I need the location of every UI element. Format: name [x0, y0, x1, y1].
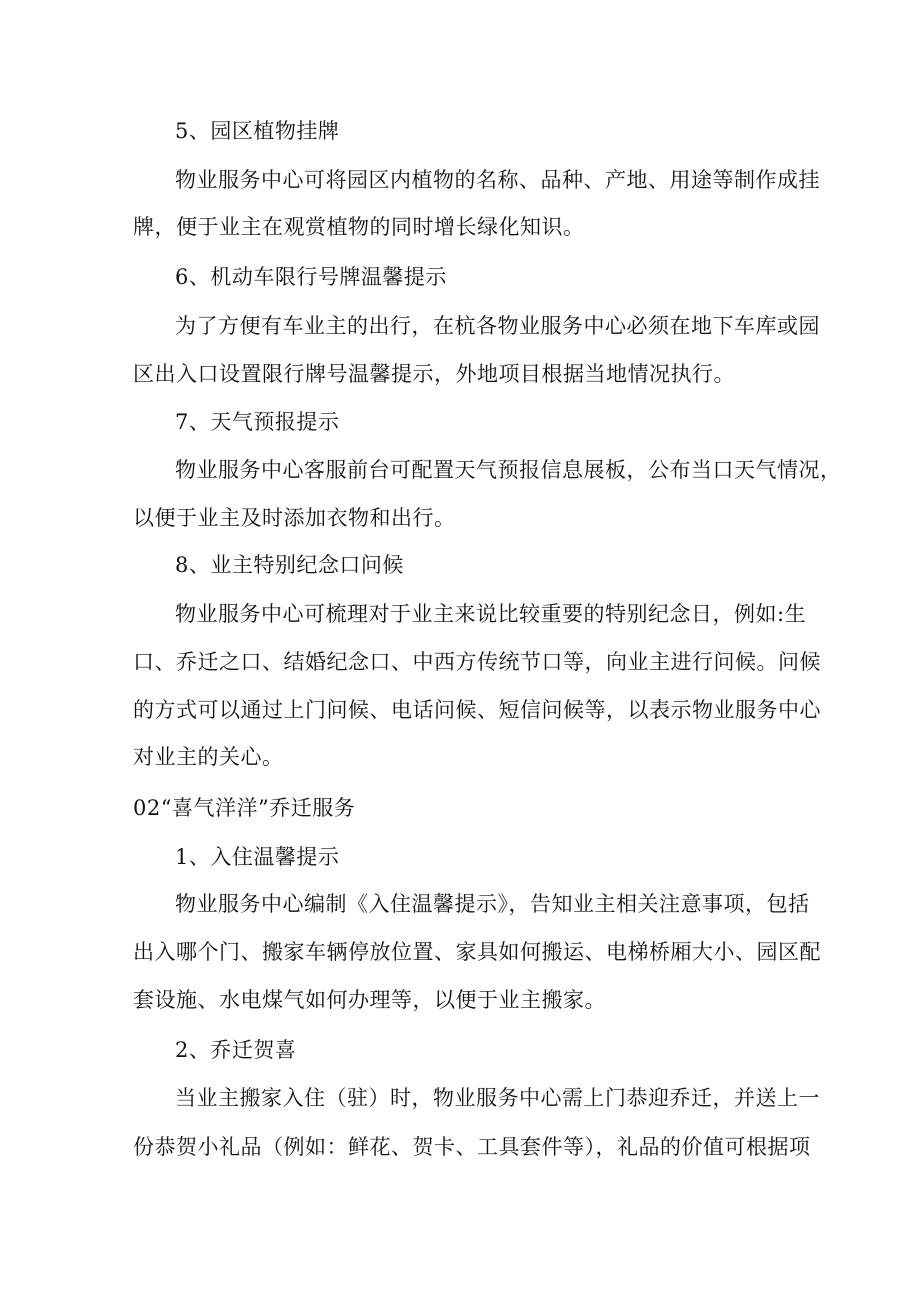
section-item-1-heading: 1、入住温馨提示: [175, 845, 340, 869]
section-item-1-paragraph-line: 出入哪个门、搬家车辆停放位置、家具如何搬运、电梯桥厢大小、园区配: [133, 940, 821, 964]
item-6-paragraph-line: 区出入口设置限行牌号温馨提示，外地项目根据当地情况执行。: [133, 362, 735, 386]
item-7-paragraph-line: 以便于业主及时添加衣物和出行。: [133, 506, 456, 530]
item-7-heading: 7、天气预报提示: [175, 410, 340, 434]
item-5-paragraph-line: 牌，便于业主在观赏植物的同时增长绿化知识。: [133, 215, 585, 239]
item-6-paragraph-line: 为了方便有车业主的出行，在杭各物业服务中心必须在地下车库或园: [175, 314, 820, 338]
item-8-heading: 8、业主特别纪念口问候: [175, 553, 404, 577]
section-item-2-paragraph-line: 当业主搬家入住（驻）时，物业服务中心需上门恭迎乔迁，并送上一: [175, 1086, 820, 1110]
item-8-paragraph-line: 的方式可以通过上门问候、电话问候、短信问候等，以表示物业服务中心: [133, 698, 821, 722]
item-8-paragraph-line: 口、乔迁之口、结婚纪念口、中西方传统节口等，向业主进行问候。问候: [133, 650, 821, 674]
item-8-paragraph-line: 物业服务中心可梳理对于业主来说比较重要的特别纪念日，例如:生: [175, 602, 807, 626]
item-8-paragraph-line: 对业主的关心。: [133, 745, 284, 769]
section-item-2-heading: 2、乔迁贺喜: [175, 1038, 297, 1062]
item-5-paragraph-line: 物业服务中心可将园区内植物的名称、品种、产地、用途等制作成挂: [175, 168, 820, 192]
item-7-paragraph-line: 物业服务中心客服前台可配置天气预报信息展板，公布当口天气情况，: [175, 458, 842, 482]
item-6-heading: 6、机动车限行号牌温馨提示: [175, 265, 447, 289]
section-item-2-paragraph-line: 份恭贺小礼品（例如：鲜花、贺卡、工具套件等），礼品的价值可根据项: [133, 1135, 811, 1159]
section-title: 02“喜气洋洋”乔迁服务: [133, 796, 356, 820]
section-item-1-paragraph-line: 套设施、水电煤气如何办理等，以便于业主搬家。: [133, 988, 606, 1012]
item-5-heading: 5、园区植物挂牌: [175, 119, 340, 143]
section-item-1-paragraph-line: 物业服务中心编制《入住温馨提示》，告知业主相关注意事项，包括: [175, 892, 810, 916]
